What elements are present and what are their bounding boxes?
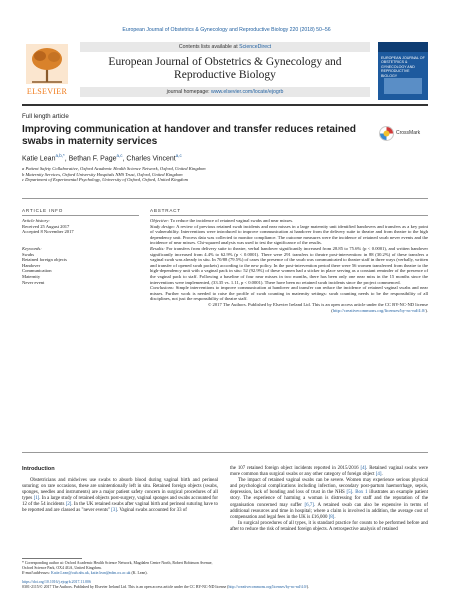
paragraph — [230, 478, 428, 521]
design-label: Study design: — [150, 223, 176, 229]
divider — [22, 198, 428, 199]
abstract-design — [150, 224, 428, 246]
section-heading-introduction: Introduction — [22, 466, 55, 472]
results-text: For transfers from delivery suite to theatre, verbal handover significantly increased from 28.85 to 75.6% (p < 0.0001), and written handover significantly increased from 4.4% to 62.9% (p < 0.0001). There were 291 transfers to theatre post-intervention: in 88 (30.2%) of these transfers a vaginal swab was already in situ. In 70/88 (79.5%) of cases the presence of the swab was communicated to theatre staff in three ways (verbally, written and transfer of opened swab packets) according to the new policy. In the post-intervention period there were 56 women transferred from theatre to the high-dependency unit with a vaginal pack in situ: 52 (92.9%) of these women had a sticker in place serving as a constant reminder of the presence of the vaginal pack to staff. Following a baseline of four near misses in two months, there has been only one near miss in the 15 months since the interventions were implemented, (33.35 vs. 1.11, p < 0.0001). There have been no retained swab incidents since the project commenced. — [150, 245, 428, 285]
homepage-bar — [80, 87, 370, 97]
box-link[interactable]: Box 1 — [355, 490, 368, 496]
paragraph — [230, 466, 428, 478]
journal-citation[interactable]: European Journal of Obstetrics & Gynecology and Reproductive Biology 220 (2018) 50–56 — [122, 27, 331, 33]
contents-prefix: Contents lists available at — [178, 44, 240, 50]
citation-link[interactable]: [4] — [360, 466, 367, 471]
contents-bar — [80, 42, 370, 52]
issn-text: 0301-2115/© 2017 The Authors. Published by Elsevier Ireland Ltd. This is an open access article under the CC BY-NC-ND license ( — [22, 584, 229, 589]
copyright-end: ). — [425, 307, 428, 313]
paragraph: In surgical procedures of all types, it is standard practice for counts to be performed before and after to reduce the risk of retained foreign objects. A retrospective analysis of retained — [230, 520, 428, 532]
journal-masthead — [22, 42, 428, 100]
paragraph-text: . — [334, 514, 336, 520]
accepted-date: Accepted 8 November 2017 — [22, 229, 74, 235]
abstract-heading: ABSTRACT — [150, 208, 181, 213]
cover-band — [378, 42, 428, 52]
paragraph-text: . Retained vaginal swabs were more common than surgical swabs or any other category of foreign object — [230, 466, 428, 478]
divider — [22, 215, 139, 216]
conclusions-label: Conclusions: — [150, 285, 175, 291]
citation-link[interactable]: [6,7] — [304, 502, 314, 508]
history-label: Article history: — [22, 218, 50, 223]
homepage-prefix: journal homepage: — [166, 89, 212, 95]
paragraph-text: . Vaginal swabs accounted for 33 of — [116, 508, 187, 514]
divider — [22, 452, 428, 453]
email-link[interactable]: Katie.Lean@ouh.nhs.uk, katie.lean@ndm.ox.ac.uk — [51, 570, 131, 575]
paragraph-text: Obstetricians and midwives use swabs to absorb blood during vaginal birth and perineal suturing; on rare occasions, these are unintentionally left in situ. Retained foreign objects (swabs, sponges, needles and instruments) are a major patient safety concern in surgical procedures of all types — [22, 478, 218, 502]
abstract-copyright — [150, 302, 428, 313]
cover-title: EUROPEAN JOURNAL OF OBSTETRICS & GYNECOLOGY AND REPRODUCTIVE BIOLOGY — [381, 56, 425, 78]
crossmark-label: CrossMark — [396, 130, 421, 136]
footnote-divider — [22, 558, 82, 559]
sciencedirect-link[interactable]: ScienceDirect — [239, 44, 272, 50]
body-column-left — [22, 478, 218, 515]
paragraph-text: . A retained swab can also be expensive in terms of additional resources and time in hospital; where a claim is involved in addition, the average cost of compensation and legal fees in the UK is £16,000 — [230, 502, 429, 520]
homepage-link[interactable]: www.elsevier.com/locate/ejogrb — [211, 89, 284, 95]
journal-title: European Journal of Obstetrics & Gynecology and Reproductive Biology — [108, 56, 342, 81]
license-link[interactable]: http://creativecommons.org/licenses/by-nc-nd/4.0/ — [228, 584, 307, 589]
publisher-name: ELSEVIER — [26, 87, 68, 96]
abstract-conclusions — [150, 285, 428, 302]
author-affiliation-marker[interactable]: a,c — [116, 153, 123, 158]
objective-label: Objective: — [150, 218, 170, 223]
crossmark-icon — [379, 126, 394, 141]
keyword: Retained foreign objects — [22, 257, 67, 263]
cover-graphic — [384, 78, 422, 94]
affiliations — [22, 166, 428, 183]
abstract — [150, 218, 428, 313]
citation-link[interactable]: [5] — [346, 490, 353, 496]
author-affiliation-marker[interactable]: a,c — [175, 153, 182, 158]
affiliation: a Patient Safety Collaborative, Oxford Academic Health Science Network, Oxford, United Kingdom — [22, 166, 206, 171]
paragraph-text: The impact of retained vaginal swabs can be severe. Women may experience serious physical and psychological complications including infection, secondary post-partum haemorrhage, sepsis, depression, lack of bonding and loss of trust in the NHS — [230, 478, 428, 496]
crossmark-badge[interactable] — [379, 126, 427, 142]
elsevier-logo[interactable] — [22, 42, 72, 100]
affiliation: c Department of Experimental Psychology, University of Oxford, Oxford, United Kingdom — [22, 177, 188, 183]
elsevier-tree-icon — [26, 44, 68, 84]
citation-link[interactable]: [2] — [65, 502, 72, 508]
keywords — [22, 246, 139, 285]
license-link[interactable]: http://creativecommons.org/licenses/by-nc-nd/4.0/ — [332, 307, 426, 313]
results-label: Results: — [150, 245, 165, 251]
article-type: Full length article — [22, 113, 69, 120]
keyword: Maternity — [22, 273, 41, 279]
design-text: A review of previous retained swab incidents and near misses in a large maternity unit identified handovers and transfers as a key point of vulnerability. Interventions were introduced to improve communication at handover from the delivery suite to theatre and from theatre to the high dependency unit. Process data was collected to monitor compliance. The outcome measures were the incidence of retained swab never events and the incidence of near misses. Chi-squared analysis was used to test the significance of the results. — [150, 223, 428, 246]
keyword: Swabs — [22, 251, 34, 257]
author-name[interactable]: Katie Lean — [22, 155, 56, 163]
corresponding-author-footnote — [22, 561, 218, 575]
affiliation: b Maternity Services, Oxford University Hospitals NHS Trust, Oxford, United Kingdom — [22, 171, 183, 177]
issn-end: ). — [306, 584, 310, 589]
article-info-heading: ARTICLE INFO — [22, 208, 64, 213]
doi-block — [22, 580, 428, 590]
author-name[interactable]: Charles Vincent — [126, 155, 176, 163]
footnote-text: * Corresponding author at: Oxford Academic Health Science Network, Magdalen Centre North, Robert Robinson Avenue, Oxford Science Park, OX4 4GA, United Kingdom. — [22, 561, 213, 570]
email-label: E-mail addresses: — [22, 570, 52, 575]
email-suffix: (K. Lean). — [130, 570, 148, 575]
keyword: Never event — [22, 279, 45, 285]
paragraph-text: . In the UK retained swabs after vaginal birth and perineal suturing have to be reported and are classed as "never events" — [22, 502, 218, 514]
paragraph — [22, 478, 218, 515]
author-affiliation-marker[interactable]: a,b,* — [55, 153, 65, 158]
received-date: Received 25 August 2017 — [22, 223, 70, 229]
abstract-results — [150, 246, 428, 285]
author-separator: , — [122, 155, 127, 163]
paragraph-text: . — [352, 490, 356, 496]
paragraph-text: the 107 retained foreign object incidents reported in 2015/2016 — [230, 466, 361, 471]
journal-cover-thumbnail[interactable] — [378, 42, 428, 100]
article-title: Improving communication at handover and transfer reduces retained swabs in maternity services — [22, 124, 356, 147]
doi-link[interactable]: https://doi.org/10.1016/j.ejogrb.2017.11.006 — [22, 580, 91, 584]
paragraph-text: . — [381, 472, 383, 478]
author-separator: , — [64, 155, 69, 163]
divider — [150, 215, 428, 216]
article-history — [22, 218, 139, 235]
citation-link[interactable]: [1] — [33, 496, 40, 502]
conclusions-text: Simple interventions to improve communication at handover and transfer can reduce the incidence of retained vaginal swabs and near misses. Further work is needed to raise the profile of swab counting in maternity settings: swab counting needs to be the responsibility of all disciplines, not just the responsibility of theatre staff. — [150, 285, 428, 302]
divider — [22, 104, 428, 106]
keyword: Communication — [22, 268, 52, 274]
paragraph-text: . In a large study of retained objects post-surgery, vaginal sponges and swabs accounted for 12 of the 54 incidents — [22, 496, 218, 508]
author-list — [22, 153, 182, 162]
paragraph-text: illustrates an example patient story. The experience of harming a woman is distressing for staff and the reputation of the organisation concerned may suffer — [230, 490, 428, 508]
issn-line — [22, 585, 428, 590]
citation-link[interactable]: [8] — [328, 514, 335, 520]
copyright-text: © 2017 The Authors. Published by Elsevier Ireland Ltd. This is an open access article under the CC BY-NC-ND license ( — [207, 301, 428, 313]
keywords-label: Keywords: — [22, 246, 42, 251]
citation-link[interactable]: [4] — [375, 472, 382, 478]
author-name[interactable]: Bethan F. Page — [68, 155, 117, 163]
citation-link[interactable]: [3] — [111, 508, 117, 514]
footnote-emails — [22, 571, 218, 576]
keyword: Handover — [22, 262, 41, 268]
objective-text: To reduce the incidence of retained vaginal swabs and near misses. — [169, 218, 294, 223]
body-column-right — [230, 466, 428, 533]
